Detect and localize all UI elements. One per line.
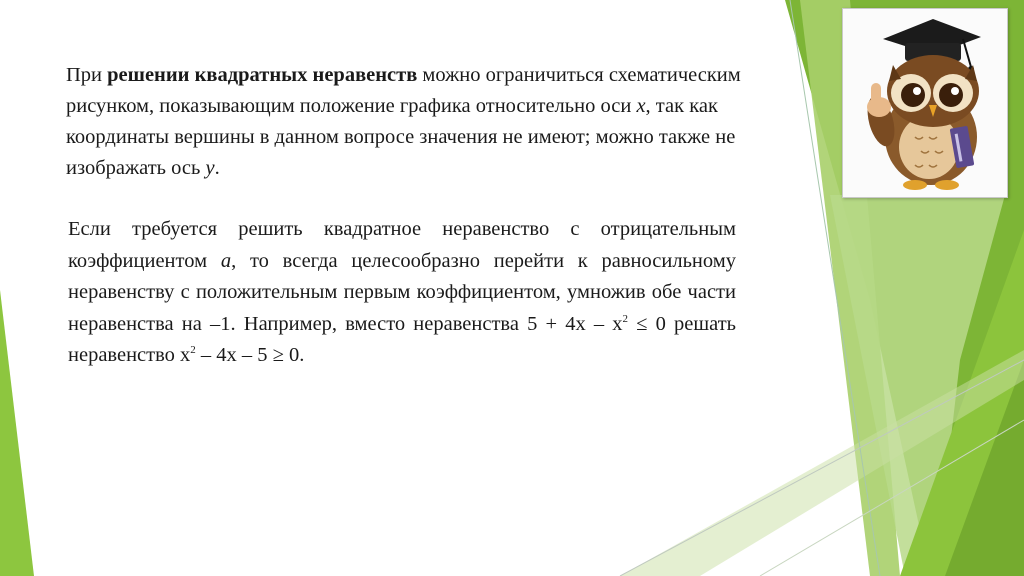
p1-text-4: . <box>214 157 220 179</box>
paragraph-schematic-drawing <box>66 60 766 184</box>
p1-var-x: x <box>636 95 646 117</box>
owl-scholar-illustration <box>842 8 1008 198</box>
p2-text-3: ≤ 0 решать неравенство х <box>68 312 736 366</box>
p1-text-2: можно ограничиться схематическим рисунком, показывающим положение графика относительно оси <box>66 64 741 117</box>
p2-text-4: – 4х – 5 ≥ 0. <box>195 344 305 366</box>
p2-text-2: , то всегда целесообразно перейти к равносильному неравенству с положительным первым коэффициентом, умножив обе части неравенства на –1. Например, вместо неравенства 5 + 4х – х <box>68 249 736 335</box>
p1-bold-term: решении квадратных неравенств <box>107 64 418 86</box>
p2-exponent-2: 2 <box>190 344 196 356</box>
left-green-shape <box>0 290 34 576</box>
paragraph-negative-coefficient <box>68 214 736 372</box>
p1-text-1: При <box>66 64 108 86</box>
p1-text-3: , так как координаты вершины в данном вопросе значения не имеют; можно также не изображать ось <box>66 95 736 179</box>
p2-var-a: a <box>220 249 232 272</box>
p2-text-1: Если требуется решить квадратное неравенство с отрицательным коэффициентом <box>68 218 736 272</box>
owl-icon <box>843 9 1007 197</box>
p2-exponent-1: 2 <box>622 312 629 325</box>
p1-var-y: y <box>205 157 215 179</box>
